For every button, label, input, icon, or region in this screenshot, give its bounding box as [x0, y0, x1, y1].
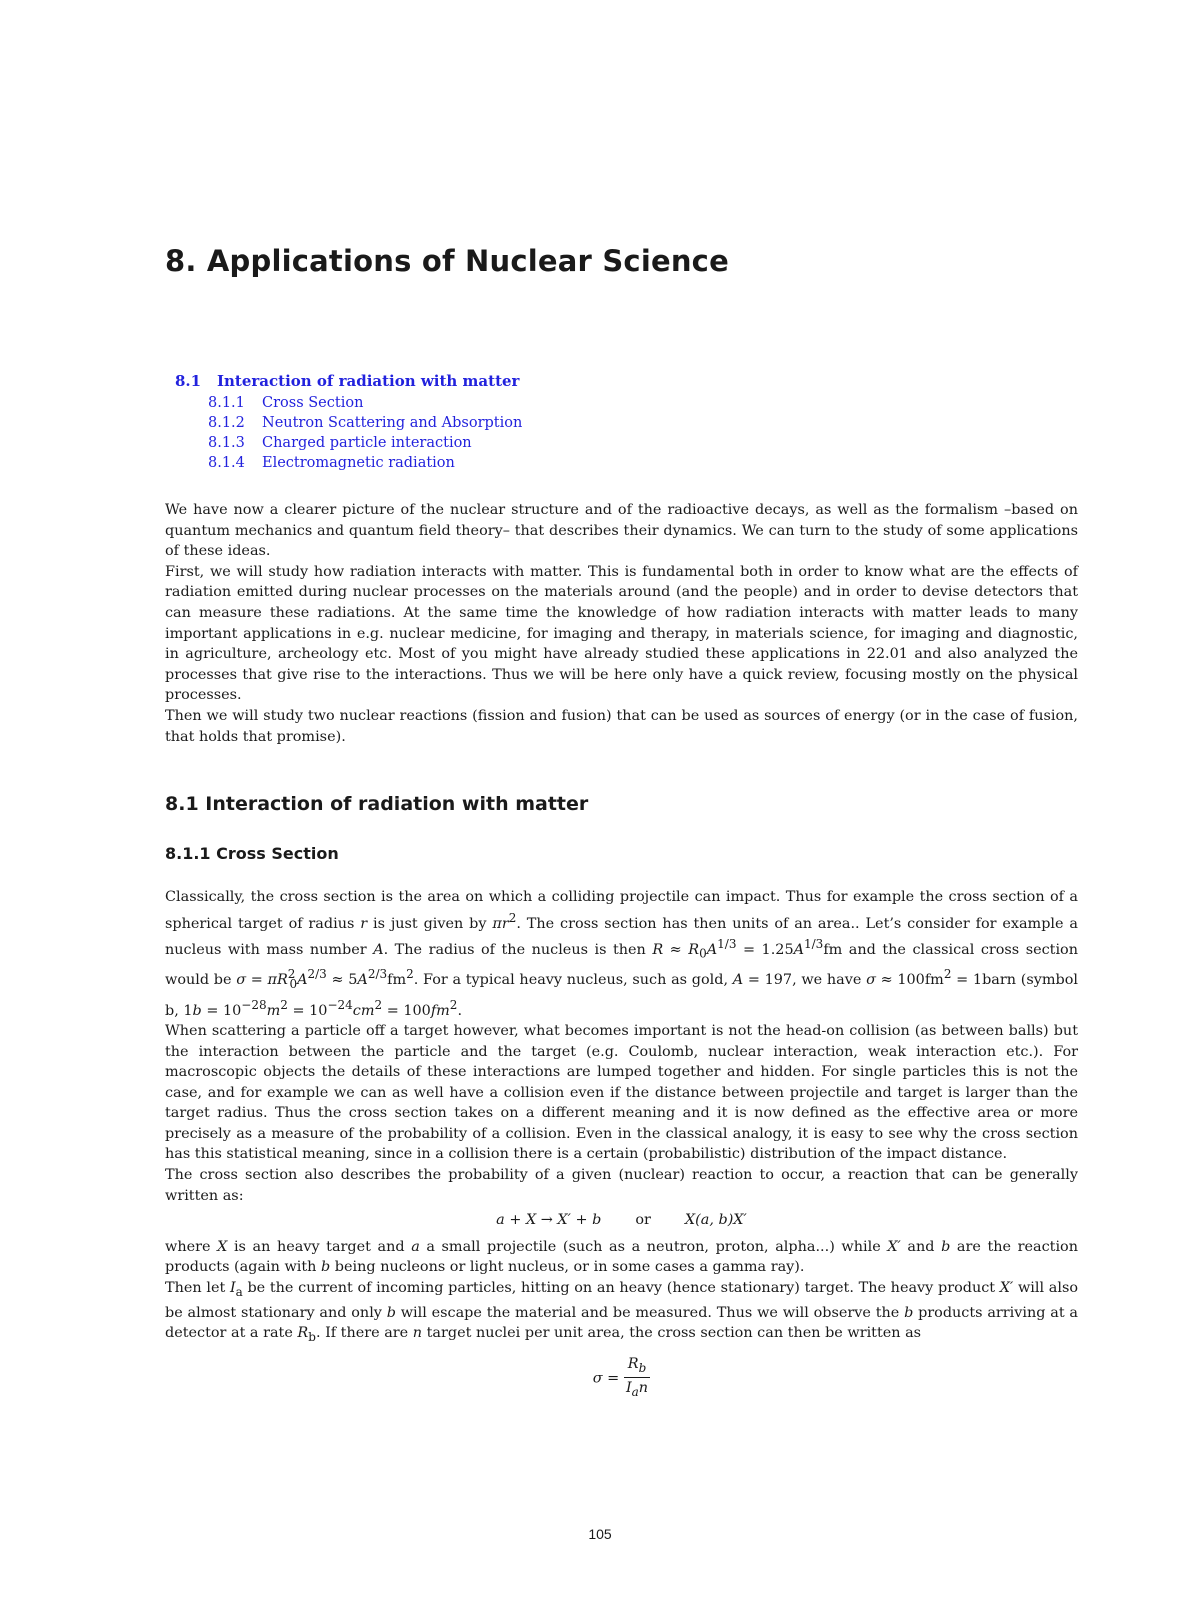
math-symbol: A: [357, 972, 368, 989]
math-subscript: 0: [699, 946, 707, 961]
toc-entry-label: Electromagnetic radiation: [262, 455, 455, 471]
text-run: being nucleons or light nucleus, or in some cases a gamma ray).: [330, 1259, 805, 1276]
text-run: = 10: [201, 1002, 242, 1019]
cross-section-equation: [165, 1354, 1078, 1400]
math-subscript: b: [638, 1360, 647, 1375]
text-run: products arriving at a detector at a rate: [165, 1304, 1078, 1342]
text-run: ≈: [663, 941, 689, 958]
math-symbol: X′: [887, 1238, 901, 1255]
math-exponent: 2: [508, 910, 517, 925]
math-symbol: I: [229, 1280, 236, 1297]
text-run: where: [165, 1238, 218, 1255]
math-symbol: A: [793, 941, 804, 958]
math-symbol: πR: [267, 972, 288, 989]
intro-text: [165, 500, 1078, 747]
math-symbol: fm: [430, 1002, 450, 1019]
math-symbol: b: [321, 1259, 331, 1276]
math-subscript: a: [631, 1385, 639, 1400]
equation-left: a + X → X′ + b: [496, 1212, 602, 1229]
text-run: is an heavy target and: [227, 1238, 412, 1255]
subsection-heading: 8.1.1 Cross Section: [165, 844, 339, 863]
text-run: = 10: [287, 1002, 328, 1019]
math-symbol: πr: [492, 915, 509, 932]
text-run: . If there are: [315, 1325, 413, 1342]
math-subscript: 0: [289, 976, 298, 991]
math-symbol: b: [192, 1002, 202, 1019]
math-symbol: R: [688, 941, 700, 958]
text-run: are the reaction products (again with: [165, 1238, 1078, 1276]
text-run: = 1.25: [736, 941, 794, 958]
toc-entry-8-1-1[interactable]: [208, 395, 522, 411]
math-symbol: b: [386, 1304, 396, 1321]
text-run: = 100: [382, 1002, 431, 1019]
math-symbol: b: [904, 1304, 914, 1321]
text-run: will also be almost stationary and only: [165, 1280, 1078, 1321]
table-of-contents: [175, 372, 522, 475]
chapter-title: 8. Applications of Nuclear Science: [165, 244, 729, 278]
cross-section-paragraph-1: [165, 887, 1078, 1021]
text-run: = 197, we have: [743, 972, 867, 989]
math-exponent: 2: [449, 997, 458, 1012]
math-exponent: 2: [287, 967, 296, 982]
text-run: .: [457, 1002, 463, 1019]
math-symbol: A: [297, 972, 308, 989]
math-exponent: 2: [374, 997, 383, 1012]
math-exponent: 2: [280, 997, 288, 1012]
toc-entry-number: 8.1.1: [208, 395, 245, 411]
math-exponent: 1/3: [717, 936, 737, 951]
fraction-denominator: [624, 1378, 651, 1402]
math-symbol: n: [412, 1325, 423, 1342]
text-run: be the current of incoming particles, hitting on an heavy (hence stationary) target. The heavy product: [242, 1280, 1000, 1297]
intro-paragraph-2: First, we will study how radiation interacts with matter. This is fundamental both in order to know what are the effects of radiation emitted during nuclear processes on the materials around (and the people) and in order to devise detectors that can measure these radiations. At the same time the knowledge of how radiation interacts with matter leads to many important applications in e.g. nuclear medicine, for imaging and therapy, in materials science, for imaging and diagnostic, in agriculture, archeology etc. Most of you might have already studied these applications in 22.01 and also analyzed the processes that give rise to the interactions. Thus we will be here only have a quick review, focusing mostly on the physical processes.: [165, 563, 1078, 704]
text-run: Classically, the cross section is the area on which a colliding projectile can impact. Thus for example the cross section of a spherical target of radius: [165, 889, 1078, 932]
math-symbol: A: [732, 972, 744, 989]
intro-paragraph-3: Then we will study two nuclear reactions (fission and fusion) that can be used as sources of energy (or in the case of fusion, that holds that promise).: [165, 707, 1078, 745]
toc-entry-8-1-2[interactable]: [208, 415, 522, 431]
math-symbol: A: [373, 941, 384, 958]
math-symbol: σ: [866, 972, 876, 989]
intro-paragraph-1: We have now a clearer picture of the nuclear structure and of the radioactive decays, as well as the formalism –based on quantum mechanics and quantum field theory– that describes their dynamics. We can turn to the study of some applications of these ideas.: [165, 502, 1078, 560]
math-exponent: 2/3: [367, 967, 388, 982]
text-run: fm: [387, 972, 407, 989]
text-run: = 1barn (symbol b, 1: [165, 972, 1078, 1019]
math-symbol: r: [360, 915, 368, 932]
equation-right: X(a, b)X′: [684, 1212, 747, 1229]
math-symbol: n: [638, 1380, 649, 1397]
toc-entry-8-1-4[interactable]: [208, 455, 522, 471]
text-run: Then let: [165, 1280, 230, 1297]
cross-section-paragraph-4: [165, 1237, 1078, 1278]
text-run: . The radius of the nucleus is then: [383, 941, 653, 958]
math-subscript: b: [308, 1329, 316, 1344]
math-symbol: R: [652, 941, 664, 958]
cross-section-paragraph-3: The cross section also describes the probability of a given (nuclear) reaction to occur, a reaction that can be generally written as:: [165, 1167, 1078, 1204]
toc-entry-label: Charged particle interaction: [262, 435, 472, 451]
math-exponent: 2: [943, 967, 952, 982]
math-exponent: −24: [327, 997, 353, 1012]
toc-entry-8-1-3[interactable]: [208, 435, 522, 451]
math-exponent: 1/3: [804, 936, 824, 951]
text-run: . The cross section has then units of an area.. Let’s consider for example a nucleus with mass number: [165, 915, 1078, 958]
toc-entry-number: 8.1.2: [208, 415, 245, 431]
text-run: will escape the material and be measured. Thus we will observe the: [395, 1304, 905, 1321]
math-exponent: 2/3: [307, 967, 327, 982]
toc-entry-label: Neutron Scattering and Absorption: [262, 415, 523, 431]
math-symbol: m: [266, 1002, 281, 1019]
text-run: target nuclei per unit area, the cross section can then be written as: [422, 1325, 922, 1342]
toc-entry-label: Interaction of radiation with matter: [217, 372, 520, 390]
math-symbol: R: [627, 1355, 639, 1372]
toc-entry-number: 8.1.4: [208, 455, 245, 471]
page-number: 105: [588, 1526, 612, 1542]
toc-entry-label: Cross Section: [262, 395, 364, 411]
equation-lhs: σ =: [592, 1369, 624, 1386]
math-symbol: X: [217, 1238, 228, 1255]
text-run: fm and the classical cross section would be: [165, 941, 1078, 989]
toc-entry-8-1[interactable]: [175, 372, 522, 390]
toc-entry-number: 8.1: [175, 372, 202, 390]
text-run: a small projectile (such as a neutron, proton, alpha...) while: [419, 1238, 888, 1255]
math-exponent: −28: [241, 997, 267, 1012]
math-exponent: 2: [406, 967, 414, 982]
math-symbol: cm: [352, 1002, 375, 1019]
math-symbol: b: [941, 1238, 951, 1255]
section-heading: 8.1 Interaction of radiation with matter: [165, 793, 589, 815]
text-run: ≈ 100fm: [875, 972, 944, 989]
equation-or: or: [635, 1212, 651, 1229]
cross-section-paragraph-2: When scattering a particle off a target however, what becomes important is not the head-on collision (as between balls) but the interaction between the particle and the target (e.g. Coulomb, nuclear interaction, weak interaction etc.). For macroscopic objects the details of these interactions are lumped together and hidden. For single particles this is not the case, and for example we can as well have a collision even if the distance between projectile and target is larger than the target radius. Thus the cross section takes on a different meaning and it is now defined as the effective area or more precisely as a measure of the probability of a collision. Even in the classical analogy, it is easy to see why the cross section has this statistical meaning, since in a collision there is a certain (probabilistic) distribution of the impact distance.: [165, 1022, 1078, 1163]
text-run: =: [246, 972, 268, 989]
text-run: is just given by: [367, 915, 493, 932]
math-symbol: a: [411, 1238, 420, 1255]
math-symbol: σ: [236, 972, 247, 989]
toc-entry-number: 8.1.3: [208, 435, 245, 451]
text-run: ≈ 5: [326, 972, 358, 989]
fraction-numerator: [624, 1354, 651, 1379]
cross-section-text: [165, 887, 1078, 1406]
reaction-equation: [165, 1210, 1078, 1231]
math-symbol: A: [706, 941, 718, 958]
text-run: and: [900, 1238, 942, 1255]
cross-section-paragraph-5: [165, 1278, 1078, 1348]
math-symbol: I: [625, 1380, 632, 1397]
math-symbol: X′: [999, 1280, 1014, 1297]
math-subscript: a: [235, 1284, 243, 1299]
math-symbol: R: [297, 1325, 309, 1342]
text-run: . For a typical heavy nucleus, such as gold,: [413, 972, 733, 989]
equation-fraction: [624, 1354, 651, 1403]
